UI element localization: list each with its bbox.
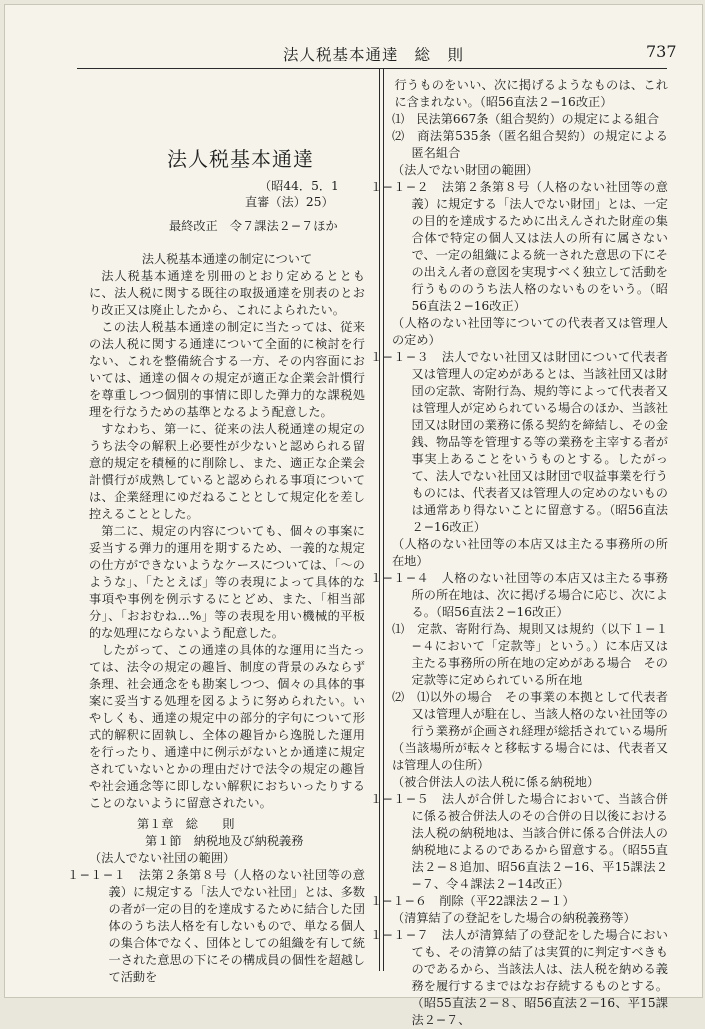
header-rule (77, 68, 667, 69)
preamble-paragraph: すなわち、第一に、従来の法人税通達の規定のうち法令の解釈上必要性が少ないと認められる留意的規定を積極的に削除し、また、適正な企業会計慣行が成熟していると認められる事項については、企業経理にゆだねることとして規定化を差し控えることとした。 (89, 422, 365, 521)
revision-line: 最終改正 令７課法２−７ほか (169, 219, 338, 233)
chapter-heading: 第１章 総 則 (137, 817, 235, 831)
article-1-1-5: １−１−５ 法人が合併した場合において、当該合併に係る被合併法人のその合併の日以後における法人税の納税地は、当該合併に係る合併法人の納税地によるのであるから留意する。（昭55直法２−８追加、昭56直法２−16、平15課法２−７、令４課法２−14改正） (370, 792, 668, 891)
header-section: 総 則 (414, 46, 465, 64)
article-1-1-1-continued: 行うものをいい、次に掲げるようなものは、これに含まれない。（昭56直法２−16改正） (394, 78, 668, 109)
preamble-paragraph: したがって、この通達の具体的な運用に当たっては、法令の規定の趣旨、制度の背景のみならず条理、社会通念をも勘案しつつ、個々の具体的事案に妥当する処理を図るように努められたい。いやしくも、通達の規定中の部分的字句について形式的解釈に固執し、全体の趣旨から逸脱した運用を行ったり、通達中に例示がないとか通達に規定されていないとかの理由だけで法令の規定の趣旨や社会通念等に即しない解釈におちいったりすることのないように留意されたい。 (89, 643, 365, 810)
article-1-1-1: １−１−１ 法第２条第８号（人格のない社団等の意義）に規定する「法人でない社団」とは、多数の者が一定の目的を達成するために結合した団体のうち法人格を有しないもので、単なる個人の集合体でなく、団体としての組織を有して統一された意思の下にその構成員の個性を超越して活動を (67, 868, 365, 984)
column-rule (379, 68, 380, 971)
list-item-note: （当該場所が転々と移転する場合には、代表者又は管理人の住所） (392, 741, 668, 772)
left-column (67, 77, 365, 986)
page-number: 737 (646, 42, 677, 61)
header-title: 法人税基本通達 (283, 46, 399, 64)
preamble-paragraph: この法人税基本通達の制定に当たっては、従来の法人税に関する通達について全面的に検討を行ない、これを整備統合する一方、その内容面においては、通達の個々の規定が適正な企業会計慣行を尊重しつつ個別的事情に即した弾力的な課税処理を行なうための基準となるよう配意した。 (89, 320, 365, 419)
preamble-heading: 法人税基本通達の制定について (141, 252, 313, 266)
article-caption: （法人でない社団の範囲） (89, 851, 236, 865)
right-column (370, 77, 668, 1029)
article-caption: （清算結了の登記をした場合の納税義務等） (392, 911, 636, 925)
column-rule (383, 68, 384, 971)
article-1-1-4: １−１−４ 人格のない社団等の本店又は主たる事務所の所在地は、次に掲げる場合に応じ、次による。（昭56直法２−16改正） (370, 571, 668, 619)
preamble-paragraph: 法人税基本通達を別冊のとおり定めるとともに、法人税に関する既往の取扱通達を別表のとおり改正又は廃止したから、これによられたい。 (89, 269, 365, 317)
list-item: ⑵ 商法第535条（匿名組合契約）の規定による匿名組合 (392, 129, 668, 160)
list-item: ⑵ ⑴以外の場合 その事業の本拠として代表者又は管理人が駐在し、当該人格のない社団等の行う業務が企画され経理が総括されている場所 (392, 690, 668, 738)
list-item: ⑴ 民法第667条（組合契約）の規定による組合 (392, 112, 660, 126)
date-line-2: 直審（法）25） (245, 195, 334, 209)
list-item: ⑴ 定款、寄附行為、規則又は規約（以下１−１−４において「定款等」という。）に本店又は主たる事務所の所在地の定めがある場合 その定款等に定められている所在地 (392, 622, 668, 687)
document-page (4, 4, 703, 1027)
article-1-1-6: １−１−６ 削除（平22課法２−１） (370, 894, 575, 908)
document-title: 法人税基本通達 (167, 147, 314, 171)
preamble-paragraph: 第二に、規定の内容についても、個々の事案に妥当する弾力的運用を期するため、一義的な規定の仕方ができないようなケースについては、「〜のような」、「たとえば」等の表現によって具体的な事項や事例を例示するにとどめ、また、「相当部分」、「おおむね…%」等の表現を用い機械的平板的な処理にならないよう配意した。 (89, 524, 365, 640)
article-caption: （人格のない社団等についての代表者又は管理人の定め） (392, 316, 668, 347)
bleed-through-area (89, 77, 365, 145)
running-header (283, 43, 464, 65)
article-1-1-3: １−１−３ 法人でない社団又は財団について代表者又は管理人の定めがあるとは、当該社団又は財団の定款、寄附行為、規約等によって代表者又は管理人が定められている場合のほか、当該社団又は財団の業務に係る契約を締結し、その金銭、物品等を管理する等の業務を主宰する者が事実上あることをいうものとする。したがって、法人でない社団又は財団で収益事業を行うものには、代表者又は管理人の定めのないものは通常あり得ないことに留意する。（昭56直法２−16改正） (370, 350, 668, 534)
article-caption: （被合併法人の法人税に係る納税地） (392, 775, 600, 789)
article-1-1-7: １−１−７ 法人が清算結了の登記をした場合においても、その清算の結了は実質的に判定すべきものであるから、当該法人は、法人税を納める義務を履行するまではなお存続するものとする。（昭55直法２−８、昭56直法２−16、平15課法２−７、 (370, 928, 668, 1027)
section-heading: 第１節 納税地及び納税義務 (145, 834, 304, 848)
article-caption: （法人でない財団の範囲） (392, 163, 539, 177)
date-line-1: （昭44．5．1 (259, 179, 339, 193)
article-caption: （人格のない社団等の本店又は主たる事務所の所在地） (392, 537, 668, 568)
article-1-1-2: １−１−２ 法第２条第８号（人格のない社団等の意義）に規定する「法人でない財団」とは、一定の目的を達成するために出えんされた財産の集合体で特定の個人又は法人の所有に属さないで、一定の組織による統一された意思の下にその出えん者の意図を実現すべく独立して活動を行うもののうち法人格のないものをいう。（昭56直法２−16改正） (370, 180, 668, 313)
